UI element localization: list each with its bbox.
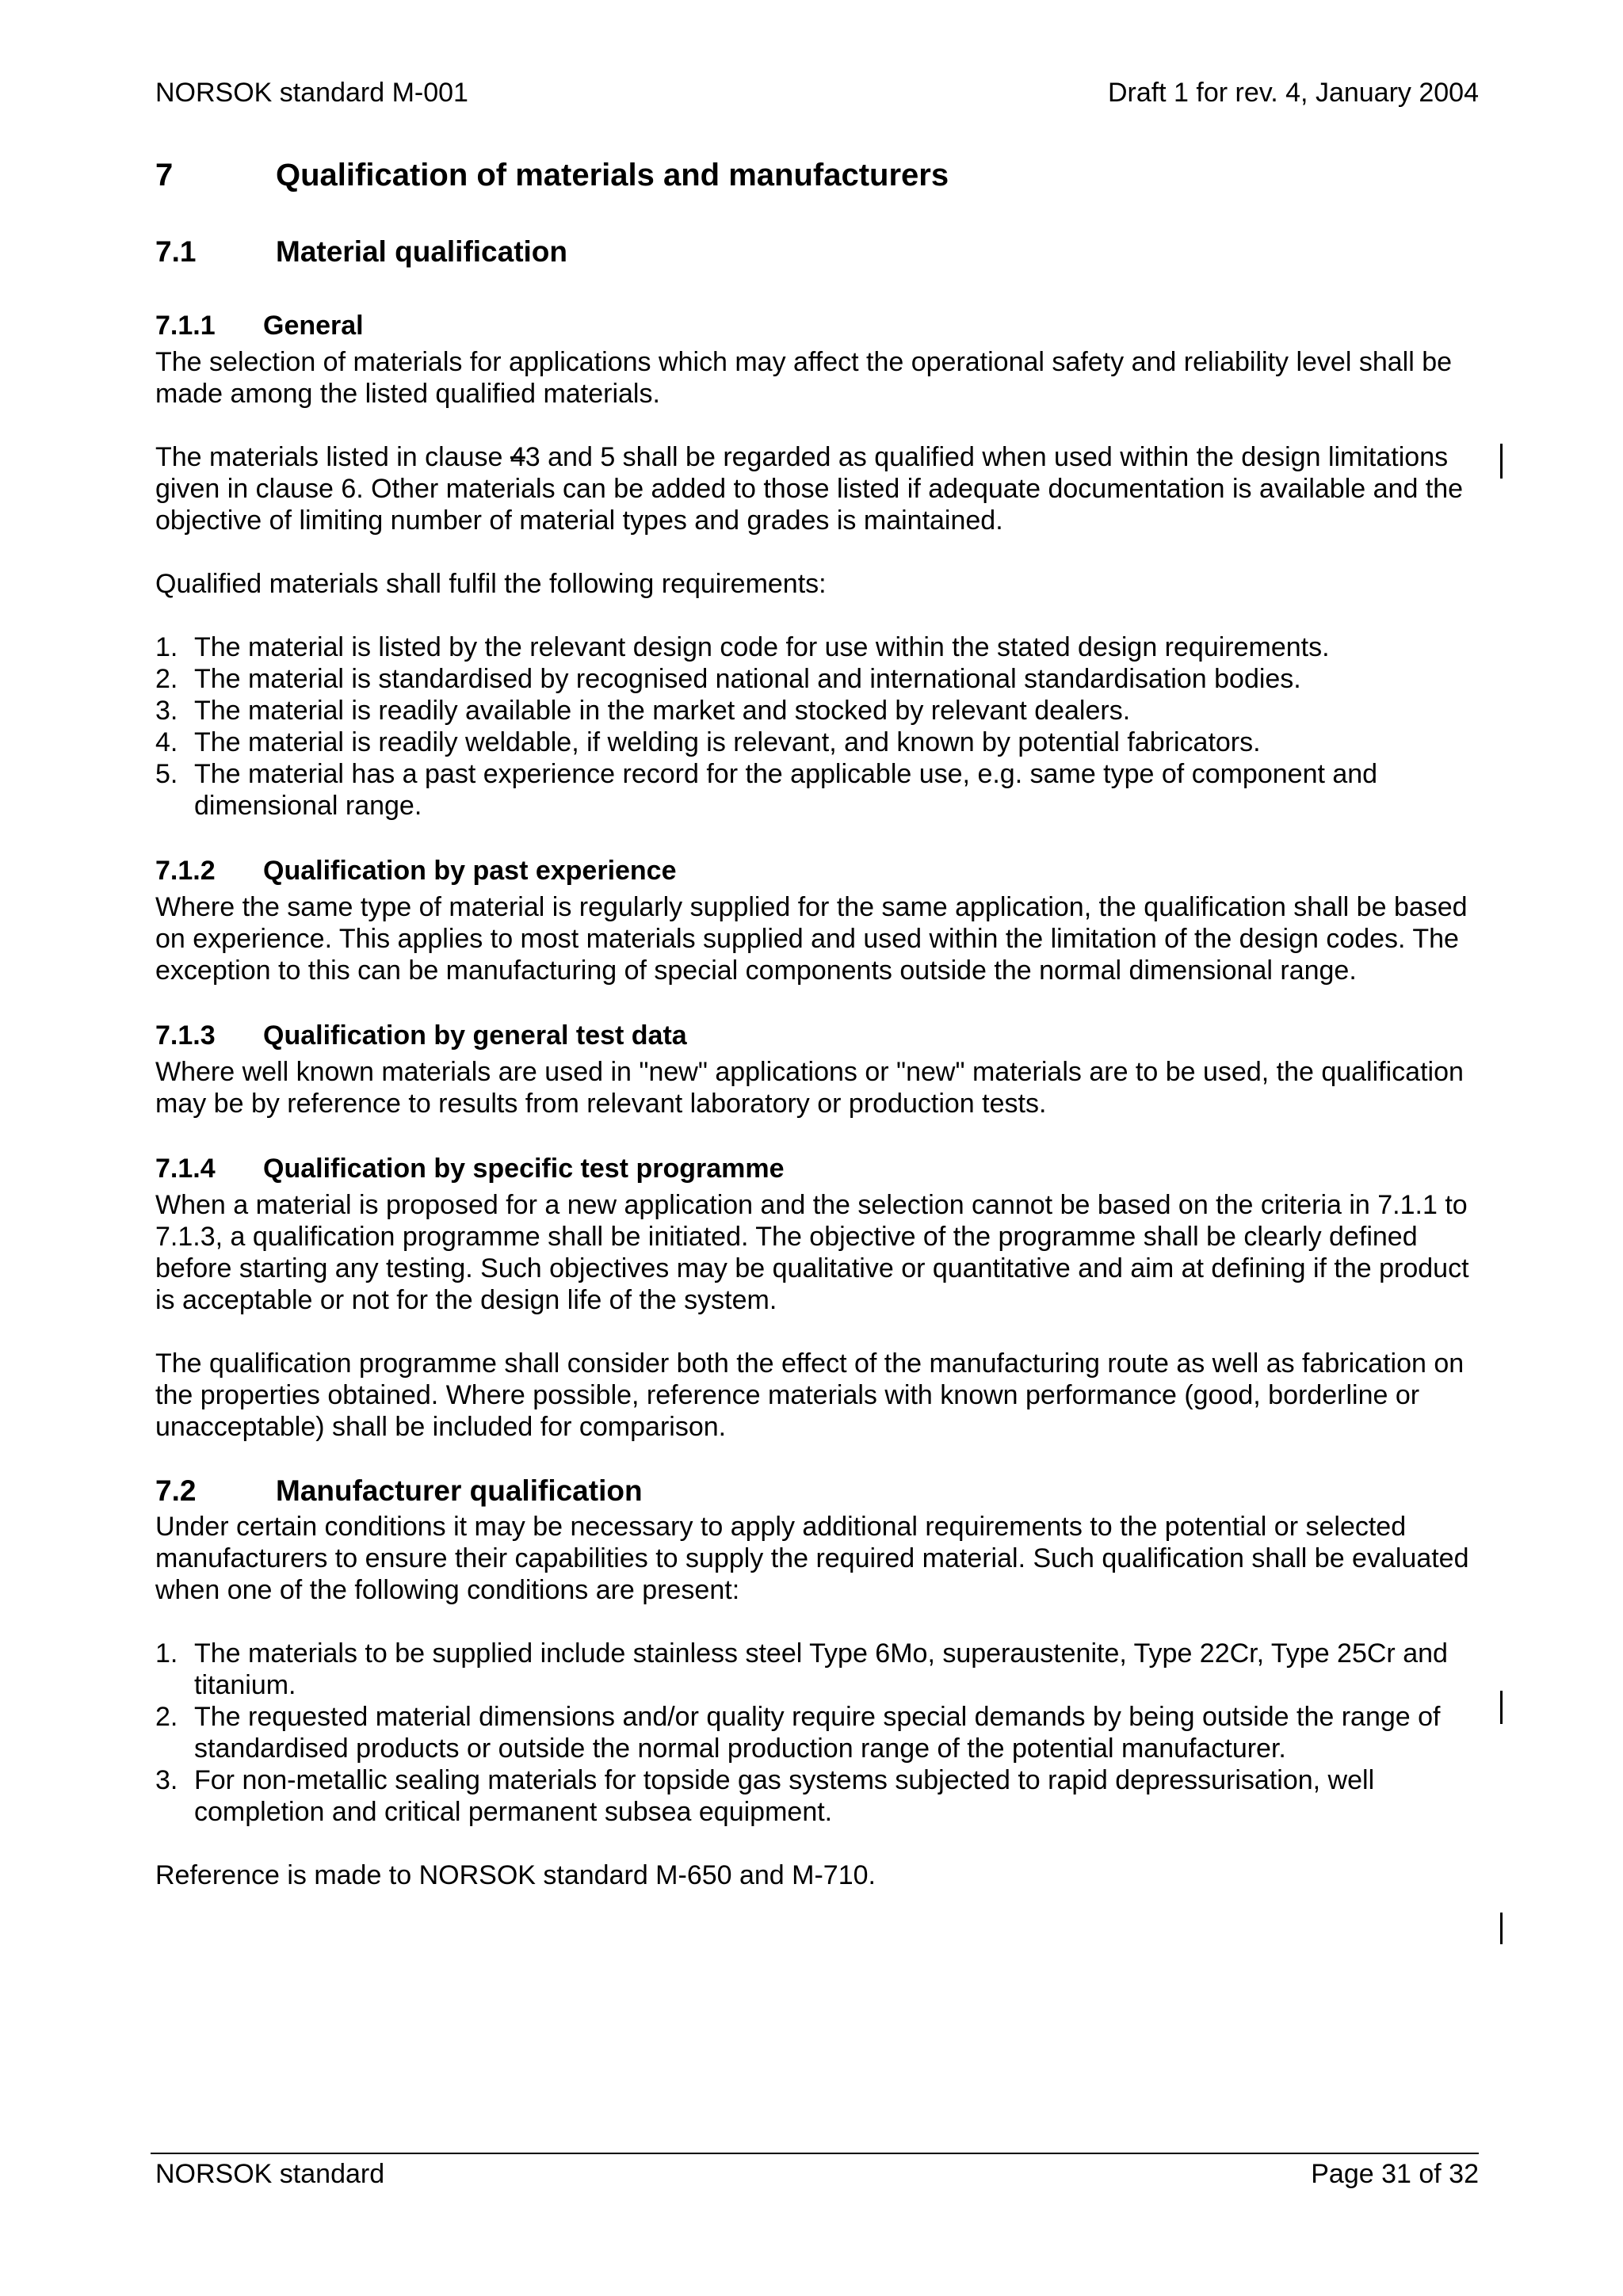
section-title: Qualification by specific test programme bbox=[263, 1154, 785, 1184]
list-item bbox=[155, 758, 1480, 822]
list-item bbox=[155, 1764, 1480, 1828]
list-number: 3. bbox=[155, 1765, 178, 1795]
list-text: The material is standardised by recognised national and international standardisation bodies. bbox=[194, 664, 1301, 694]
section-title: Qualification by past experience bbox=[263, 856, 677, 886]
list-number: 3. bbox=[155, 696, 178, 726]
list-number: 1. bbox=[155, 632, 178, 662]
section-number: 7.1.3 bbox=[155, 1020, 216, 1051]
revision-bar bbox=[1500, 444, 1503, 479]
requirements-list bbox=[155, 631, 1480, 822]
page-header bbox=[155, 78, 1479, 113]
text-run: The materials listed in clause bbox=[155, 442, 510, 472]
section-title: Qualification by general test data bbox=[263, 1020, 687, 1051]
section-title: Material qualification bbox=[276, 235, 568, 268]
list-number: 4. bbox=[155, 727, 178, 757]
paragraph: Where well known materials are used in "new" applications or "new" materials are to be used, the qualification may be by reference to results from relevant laboratory or production tests. bbox=[155, 1057, 1464, 1119]
list-item bbox=[155, 1638, 1480, 1701]
section-7-heading bbox=[155, 155, 1480, 195]
list-text: The material is readily available in the market and stocked by relevant dealers. bbox=[194, 696, 1131, 726]
list-number: 5. bbox=[155, 759, 178, 789]
list-item bbox=[155, 663, 1480, 695]
section-title: Manufacturer qualification bbox=[276, 1474, 643, 1507]
section-7-1-2-heading bbox=[155, 855, 1480, 887]
list-item bbox=[155, 631, 1480, 663]
paragraph: Qualified materials shall fulfil the following requirements: bbox=[155, 569, 827, 599]
footer-left: NORSOK standard bbox=[155, 2159, 385, 2189]
paragraph: Where the same type of material is regularly supplied for the same application, the qualification shall be based on experience. This applies to most materials supplied and used within the limitation of the design codes. The exception to this can be manufacturing of special components outside the normal dimensional range. bbox=[155, 892, 1468, 986]
section-number: 7.1.4 bbox=[155, 1154, 216, 1184]
section-7-1-1-heading bbox=[155, 310, 1480, 341]
list-number: 2. bbox=[155, 1702, 178, 1732]
section-7-1-heading bbox=[155, 234, 1480, 270]
deleted-text: 4 bbox=[510, 442, 525, 472]
section-number: 7.2 bbox=[155, 1474, 197, 1507]
footer-rule bbox=[151, 2153, 1479, 2154]
list-item bbox=[155, 695, 1480, 727]
section-number: 7.1.1 bbox=[155, 311, 216, 341]
list-text: The material is readily weldable, if welding is relevant, and known by potential fabricators. bbox=[194, 727, 1261, 757]
list-text: The materials to be supplied include stainless steel Type 6Mo, superaustenite, Type 22Cr, Type 25Cr and titanium. bbox=[194, 1638, 1448, 1700]
paragraph bbox=[155, 441, 1480, 536]
section-number: 7.1.2 bbox=[155, 856, 216, 886]
section-title: Qualification of materials and manufacturers bbox=[276, 158, 949, 193]
paragraph: The qualification programme shall consider both the effect of the manufacturing route as well as fabrication on the properties obtained. Where possible, reference materials with known performance (good, borderline or unacceptable) shall be included for comparison. bbox=[155, 1348, 1465, 1442]
paragraph: The selection of materials for applications which may affect the operational safety and reliability level shall be made among the listed qualified materials. bbox=[155, 347, 1453, 409]
conditions-list bbox=[155, 1638, 1480, 1828]
paragraph: Reference is made to NORSOK standard M-650 and M-710. bbox=[155, 1860, 876, 1890]
header-left: NORSOK standard M-001 bbox=[155, 78, 468, 108]
page-footer bbox=[155, 2159, 1479, 2194]
revision-bar bbox=[1500, 1913, 1503, 1944]
section-7-2-heading bbox=[155, 1473, 1480, 1509]
list-text: The material has a past experience record for the applicable use, e.g. same type of component and dimensional range. bbox=[194, 759, 1378, 821]
paragraph: Under certain conditions it may be necessary to apply additional requirements to the potential or selected manufacturers to ensure their capabilities to supply the required material. Such qualification shall be evaluated when one of the following conditions are present: bbox=[155, 1512, 1469, 1605]
section-number: 7.1 bbox=[155, 235, 197, 268]
section-7-1-3-heading bbox=[155, 1020, 1480, 1051]
header-right: Draft 1 for rev. 4, January 2004 bbox=[1107, 78, 1479, 108]
text-run: 3 and 5 shall be regarded as qualified when used within the design limitations given in clause 6. Other materials can be added to those listed if adequate documentation is available and the objective of limiting number of material types and grades is maintained. bbox=[155, 442, 1464, 536]
paragraph: When a material is proposed for a new application and the selection cannot be based on the criteria in 7.1.1 to 7.1.3, a qualification programme shall be initiated. The objective of the programme shall be clearly defined before starting any testing. Such objectives may be qualitative or quantitative and aim at defining if the product is acceptable or not for the design life of the system. bbox=[155, 1190, 1469, 1315]
list-item bbox=[155, 1701, 1480, 1764]
list-number: 1. bbox=[155, 1638, 178, 1669]
section-7-1-4-heading bbox=[155, 1153, 1480, 1184]
page-body bbox=[155, 155, 1480, 1891]
section-title: General bbox=[263, 311, 364, 341]
section-number: 7 bbox=[155, 158, 174, 193]
page-number: Page 31 of 32 bbox=[1311, 2159, 1479, 2189]
list-item bbox=[155, 727, 1480, 758]
revision-bar bbox=[1500, 1691, 1503, 1724]
list-text: The requested material dimensions and/or quality require special demands by being outside the range of standardised products or outside the normal production range of the potential manufacturer. bbox=[194, 1702, 1441, 1764]
list-text: The material is listed by the relevant design code for use within the stated design requirements. bbox=[194, 632, 1330, 662]
list-number: 2. bbox=[155, 664, 178, 694]
list-text: For non-metallic sealing materials for topside gas systems subjected to rapid depressurisation, well completion and critical permanent subsea equipment. bbox=[194, 1765, 1375, 1827]
